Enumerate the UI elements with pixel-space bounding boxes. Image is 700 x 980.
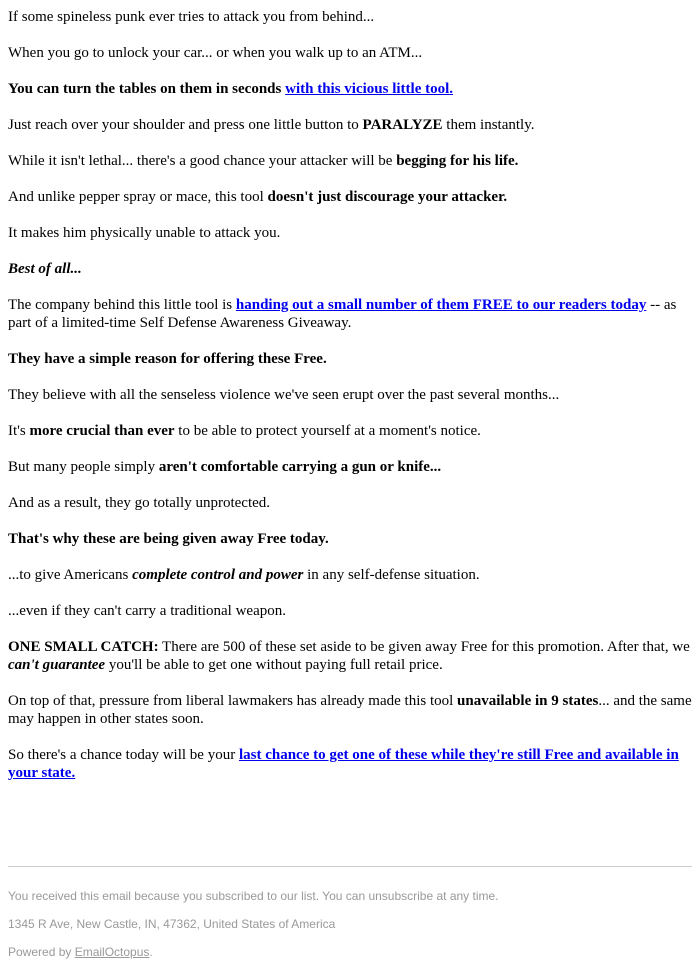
paragraph-text: in any self-defense situation. [303, 567, 480, 583]
paragraph-1 [8, 8, 692, 26]
paragraph-15 [8, 530, 692, 548]
paragraph-text: So there's a chance today will be your [8, 747, 239, 763]
subscription-notice: You received this email because you subscribed to our list. You can unsubscribe at any time. [8, 889, 499, 903]
bold-italic-text: Best of all... [8, 261, 82, 277]
bold-text: more crucial than ever [29, 423, 175, 439]
email-footer [8, 866, 692, 959]
paragraph-20 [8, 746, 692, 782]
vicious-tool-link[interactable]: with this vicious little tool. [285, 81, 454, 97]
last-chance-link[interactable]: last chance to get one of these while they're still Free and available in your state. [8, 747, 679, 781]
bold-text: ONE SMALL CATCH: [8, 639, 159, 655]
powered-by [8, 945, 153, 959]
bold-text: begging for his life. [396, 153, 519, 169]
paragraph-17 [8, 602, 692, 620]
paragraph-text: The company behind this little tool is [8, 297, 236, 313]
paragraph-text: Just reach over your shoulder and press one little button to [8, 117, 363, 133]
bold-text: PARALYZE [362, 117, 443, 133]
paragraph-text: ...to give Americans [8, 567, 133, 583]
bold-text: You can turn the tables on them in seconds [8, 81, 286, 97]
paragraph-19 [8, 692, 692, 728]
paragraph-text: There are 500 of these set aside to be given away Free for this promotion. After that, we [158, 639, 690, 655]
paragraph-text: to be able to protect yourself at a moment's notice. [174, 423, 481, 439]
paragraph-text: On top of that, pressure from liberal lawmakers has already made this tool [8, 693, 458, 709]
bold-italic-text: complete control and power [132, 567, 304, 583]
paragraph-13 [8, 458, 692, 476]
paragraph-text: But many people simply [8, 459, 159, 475]
paragraph-text: ...even if they can't carry a traditional weapon. [8, 603, 286, 619]
paragraph-text: And unlike pepper spray or mace, this tool [8, 189, 268, 205]
paragraph-text: While it isn't lethal... there's a good chance your attacker will be [8, 153, 397, 169]
paragraph-18 [8, 638, 692, 674]
paragraph-6 [8, 188, 692, 206]
sender-address: 1345 R Ave, New Castle, IN, 47362, United States of America [8, 917, 336, 931]
email-body [8, 8, 692, 800]
paragraph-text: If some spineless punk ever tries to attack you from behind... [8, 9, 375, 25]
paragraph-11 [8, 386, 692, 404]
emailoctopus-link[interactable]: EmailOctopus [74, 945, 150, 959]
paragraph-8 [8, 260, 692, 278]
paragraph-3 [8, 80, 692, 98]
paragraph-9 [8, 296, 692, 332]
paragraph-12 [8, 422, 692, 440]
paragraph-4 [8, 116, 692, 134]
paragraph-text: It's [8, 423, 30, 439]
paragraph-2 [8, 44, 692, 62]
paragraph-text: It makes him physically unable to attack you. [8, 225, 281, 241]
paragraph-text: They believe with all the senseless violence we've seen erupt over the past several months... [8, 387, 560, 403]
paragraph-16 [8, 566, 692, 584]
paragraph-text: them instantly. [442, 117, 535, 133]
bold-text: unavailable in 9 states [457, 693, 599, 709]
free-giveaway-link[interactable]: handing out a small number of them FREE to our readers today [235, 297, 647, 313]
bold-text: They have a simple reason for offering these Free. [8, 351, 327, 367]
bold-text: That's why these are being given away Free today. [8, 531, 329, 547]
paragraph-text: When you go to unlock your car... or when you walk up to an ATM... [8, 45, 423, 61]
paragraph-5 [8, 152, 692, 170]
powered-by-period: . [149, 945, 153, 959]
powered-by-label: Powered by [8, 945, 75, 959]
bold-italic-text: can't guarantee [8, 657, 106, 673]
paragraph-text: -- as part of a limited-time Self Defense Awareness Giveaway. [8, 297, 677, 331]
paragraph-10 [8, 350, 692, 368]
paragraph-text: And as a result, they go totally unprotected. [8, 495, 271, 511]
paragraph-text: you'll be able to get one without paying full retail price. [105, 657, 443, 673]
paragraph-14 [8, 494, 692, 512]
paragraph-7 [8, 224, 692, 242]
paragraph-text: ... and the same may happen in other states soon. [8, 693, 692, 727]
bold-text: aren't comfortable carrying a gun or knife... [158, 459, 442, 475]
bold-text: doesn't just discourage your attacker. [267, 189, 508, 205]
